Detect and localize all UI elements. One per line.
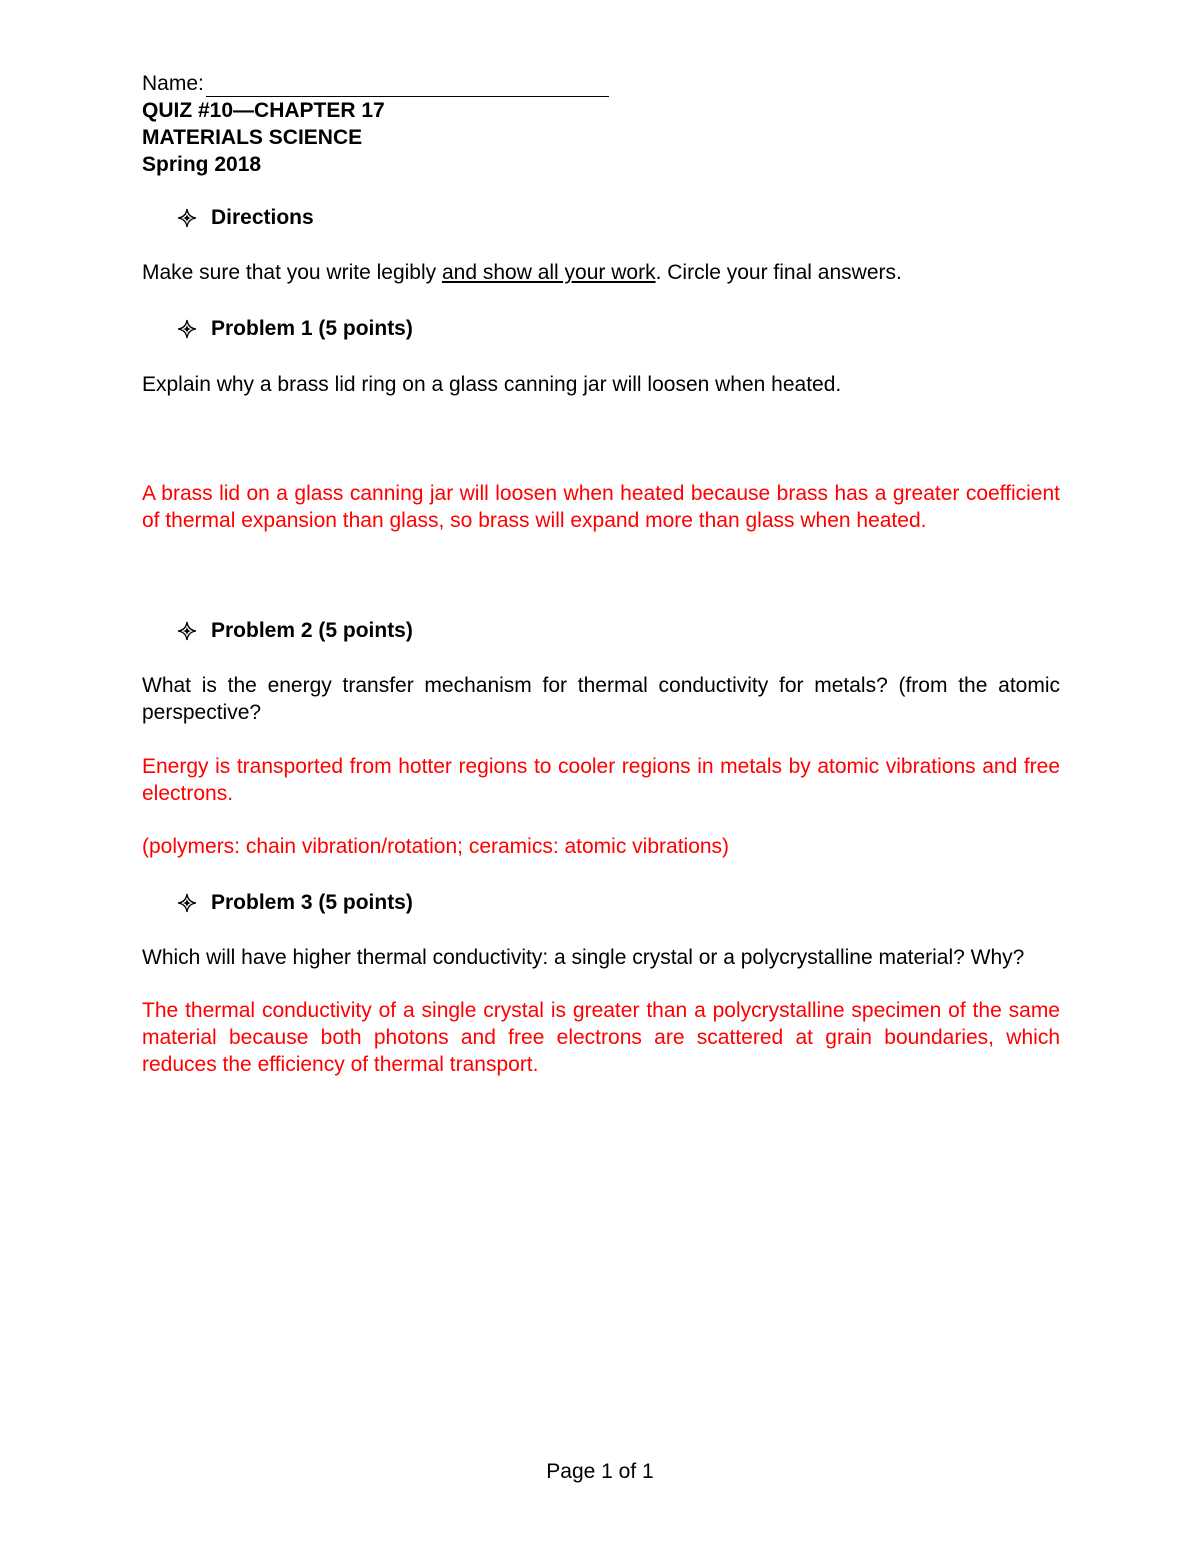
diamond-bullet-icon	[177, 893, 197, 913]
name-blank-line	[206, 75, 609, 97]
page-content	[142, 70, 1060, 1078]
diamond-bullet-icon	[177, 319, 197, 339]
directions-heading-text: Directions	[211, 206, 314, 229]
name-field-row	[142, 70, 1060, 97]
problem2-answer: Energy is transported from hotter regions to cooler regions in metals by atomic vibrations and free electrons.	[142, 755, 1060, 805]
page-footer: Page 1 of 1	[546, 1460, 654, 1483]
problem3-heading-text: Problem 3 (5 points)	[211, 891, 413, 914]
course-title: MATERIALS SCIENCE	[142, 126, 363, 149]
diamond-bullet-icon	[177, 621, 197, 641]
problem3-question: Which will have higher thermal conductivity: a single crystal or a polycrystalline material? Why?	[142, 946, 1025, 969]
term-label: Spring 2018	[142, 153, 262, 176]
directions-text-start: Make sure that you write legibly	[142, 261, 442, 284]
problem1-heading	[177, 315, 1060, 342]
problem1-heading-text: Problem 1 (5 points)	[211, 317, 413, 340]
problem3-answer: The thermal conductivity of a single crystal is greater than a polycrystalline specimen of the same material because both photons and free electrons are scattered at grain boundaries, which reduces the efficiency of thermal transport.	[142, 999, 1060, 1076]
problem2-note: (polymers: chain vibration/rotation; ceramics: atomic vibrations)	[142, 835, 730, 858]
problem1-question: Explain why a brass lid ring on a glass canning jar will loosen when heated.	[142, 373, 842, 396]
problem2-question: What is the energy transfer mechanism for thermal conductivity for metals? (from the atomic perspective?	[142, 674, 1060, 724]
directions-heading	[177, 204, 1060, 231]
directions-text-underlined: and show all your work	[441, 261, 656, 284]
problem2-heading-text: Problem 2 (5 points)	[211, 619, 413, 642]
quiz-title: QUIZ #10—CHAPTER 17	[142, 99, 385, 122]
problem2-heading	[177, 617, 1060, 644]
name-label: Name:	[142, 72, 204, 95]
problem1-answer: A brass lid on a glass canning jar will loosen when heated because brass has a greater coefficient of thermal expansion than glass, so brass will expand more than glass when heated.	[142, 482, 1060, 532]
directions-text	[142, 259, 1060, 286]
problem3-heading	[177, 889, 1060, 916]
directions-text-end: . Circle your final answers.	[655, 261, 902, 284]
diamond-bullet-icon	[177, 208, 197, 228]
